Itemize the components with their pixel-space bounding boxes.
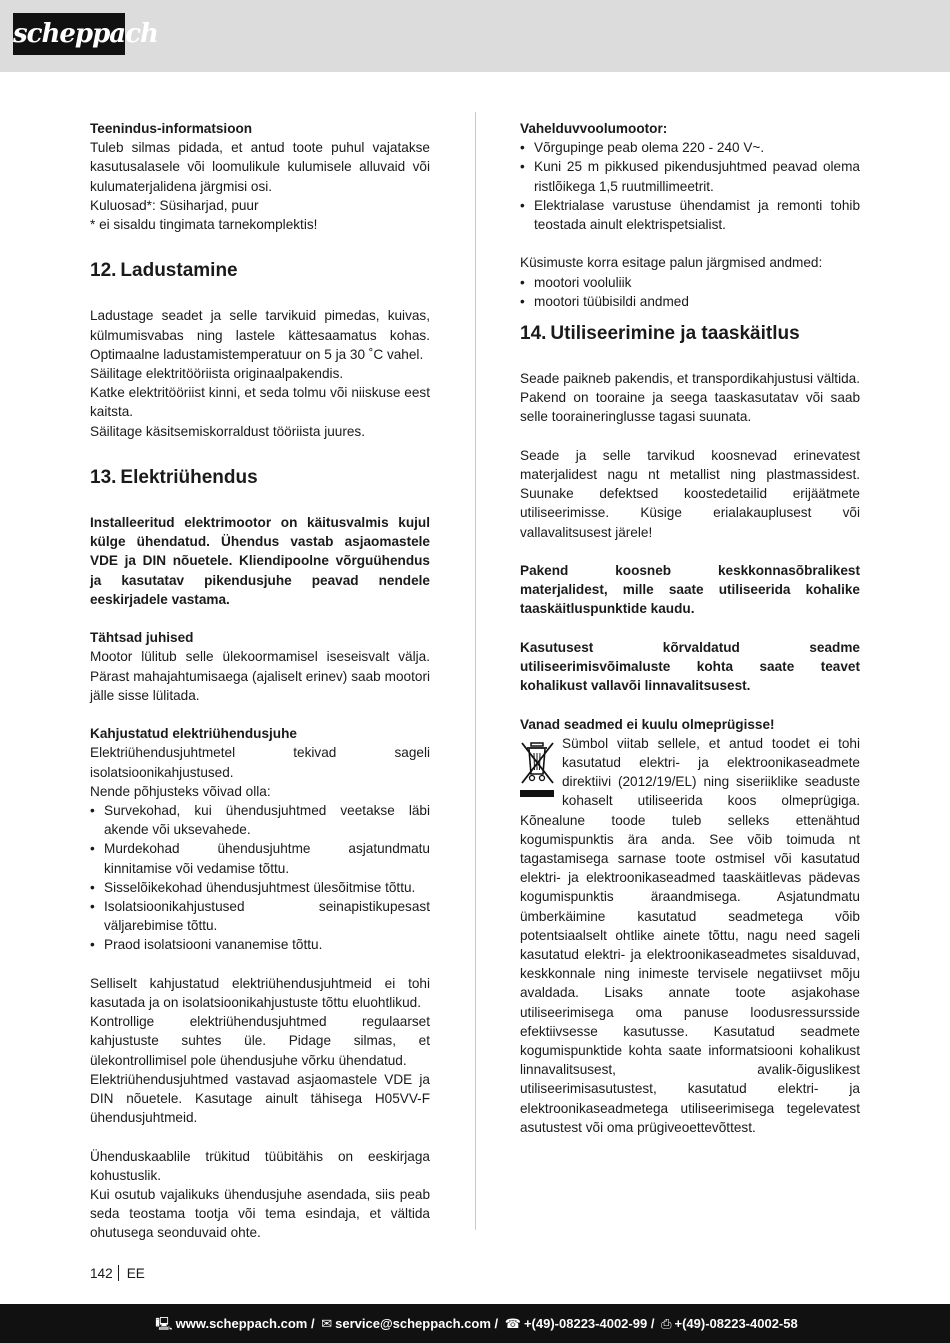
damaged-cable-text: Selliselt kahjustatud elektriühendusjuhtmeid ei tohi kasutada ja on isolatsioonikahjustuste tõttu eluohtlikud. [90, 975, 430, 1011]
section-14-heading [520, 316, 860, 369]
damaged-text-1: Elektriühendusjuhtmetel tekivad sageli isolatsioonikahjustused. [90, 745, 430, 780]
contact-footer [0, 1304, 950, 1343]
disposal-bold-1: Pakend koosneb keskkonnasõbralikest materjalidest, mille saate utiliseerida kohalike taaskäitluspunktide kaudu. [520, 563, 860, 617]
damaged-text-2: Nende põhjusteks võivad olla: [90, 783, 271, 799]
disposal-text-1: Seade paikneb pakendis, et transpordikahjustusi vältida. Pakend on tooraine ja seega taaskasutatav või saab selle tooraineringlusse tagasi suunata. [520, 371, 860, 425]
storage-text-4: Säilitage käsitsemiskorraldust tööriista juures. [90, 423, 366, 439]
wear-note: * ei sisaldu tingimata tarnekomplektis! [90, 217, 318, 233]
print-text: Ühenduskaablile trükitud tüübitähis on eeskirjaga kohustuslik. [90, 1148, 430, 1183]
right-column [520, 119, 860, 1137]
page-language: EE [126, 1266, 145, 1281]
service-text: Tuleb silmas pidada, et antud toote puhul vajatakse kasutusalasele või loomulikule kulumisele alluvaid või kulumaterjalidena järgmisi osi. [90, 140, 430, 194]
footer-separator: / [494, 1316, 499, 1331]
list-item: • Võrgupinge peab olema 220 - 240 V~. [520, 138, 860, 157]
storage-text-3: Katke elektritööriist kinni, et seda tolmu või niiskuse eest kaitsta. [90, 385, 430, 420]
list-item: • Sisselõikekohad ühendusjuhtmest ülesõitmise tõttu. [90, 878, 430, 897]
section-13-title: Elektriühendus [120, 467, 258, 489]
footer-separator: / [650, 1316, 655, 1331]
standard-text: Elektriühendusjuhtmed vastavad asjaomastele VDE ja DIN nõuetele. Kasutage ainult tähisega H05VV-F ühendusjuhtmeid. [90, 1071, 430, 1126]
storage-text-1: Ladustage seadet ja selle tarvikuid pimedas, kuivas, külmumisvabas ning lastele kättesaamatus kohas. Optimaalne ladustamistemperatuur on 5 ja 30 ˚C vahel. [90, 308, 430, 362]
disposal-bold-2: Kasutusest kõrvaldatud seadme utiliseerimisvõimaluste kohta saate teavet kohalikust vallavõi linnavalitsusest. [520, 639, 860, 694]
website-link[interactable]: www.scheppach.com [175, 1316, 308, 1331]
page-number: 142 [90, 1266, 113, 1281]
section-12-number: 12. [90, 260, 117, 282]
section-12-title: Ladustamine [120, 260, 238, 282]
column-divider [475, 112, 476, 1230]
weee-title: Vanad seadmed ei kuulu olmeprügisse! [520, 716, 775, 732]
storage-text-2: Säilitage elektritööriista originaalpakendis. [90, 366, 344, 382]
page-footer-number [90, 1265, 145, 1283]
footer-separator: / [310, 1316, 315, 1331]
disposal-text-2: Seade ja selle tarvikud koosnevad erinevatest materjalidest nagu nt metallist ning plastmassidest. Suunake defektsed koostedetailid erijäätmete utiliseerimisse. Küsige erialakauplusest või vallavalitsusest järele! [520, 447, 860, 540]
query-list [520, 273, 860, 311]
list-item: • Isolatsioonikahjustused seinapistikupesast väljarebimise tõttu. [90, 897, 430, 935]
connection-bold-text: Installeeritud elektrimootor on käitusvalmis kujul külge ühendatud. Ühendus vastab asjaomastele VDE ja DIN nõuetele. Kliendipoolne võrguühendus ja kasutatav pikendusjuhe peavad nendele eeskirjadele vastama. [90, 515, 430, 607]
list-item: • Praod isolatsiooni vananemise tõttu. [90, 935, 430, 954]
scheppach-logo: scheppach [13, 13, 125, 55]
list-item: • Elektrialase varustuse ühendamist ja remonti tohib teostada ainult elektrispetsialist. [520, 196, 860, 234]
phone-number: +(49)-08223-4002-99 [523, 1316, 648, 1331]
section-13-number: 13. [90, 467, 117, 489]
section-14-title: Utiliseerimine ja taaskäitlus [550, 323, 800, 345]
weee-text: Sümbol viitab sellele, et antud toodet ei tohi kasutatud elektri- ja elektroonikaseadmete direktiivi (2012/19/EL) ning siseriiklike seaduste kohaselt utiliseerida koos olmeprügiga. Kõnealune toode tuleb selleks ettenähtud kogumispunktis ära anda. See võib toimuda nt tagastamisega sarnase toote ostmisel või kasutatud elektri- ja elektroonikaseadmed taaskäitlevas pädevas kogumispunktis äraandmisega. Asjatundmatu ümberkäimine kasutatud seadmetega võib potentsiaalselt ohtlike ainete tõttu, nagu need sageli kasutatud elektri- ja elektroonikaseadmetes sisalduvad, keskkonnale ning inimeste tervisele negatiivset mõju avaldada. Lisaks annate toote asjakohase utiliseerimisega oma panuse loodusressursside efektiivsesse kasutusse. Kasutatud seadmete kogumispunktide kohta saate informatsiooni kohalikust linnavalitsusest, avalik-õiguslikest utiliseerimisasutustest, kasutatud elektri- ja elektroonikaseadmetega utiliseerimisega tegelevatest asutustest või oma prügiveoettevõttest. [520, 735, 860, 1135]
important-text: Mootor lülitub selle ülekoormamisel iseseisvalt välja. Pärast mahajahtumisaega (ajaliselt erinev) saab mootori jälle sisse lülitada. [90, 649, 430, 703]
mail-icon: ✉ [321, 1316, 333, 1331]
section-13-heading [90, 460, 430, 513]
page-header [0, 0, 950, 72]
service-title: Teenindus-informatsioon [90, 121, 253, 136]
causes-list [90, 801, 430, 955]
fax-number: +(49)-08223-4002-58 [674, 1316, 798, 1331]
query-text: Küsimuste korra esitage palun järgmised andmed: [520, 255, 823, 271]
phone-icon: ☎ [504, 1316, 521, 1331]
list-item: • Kuni 25 m pikkused pikendusjuhtmed peavad olema ristlõikega 1,5 ruutmillimeetrit. [520, 157, 860, 195]
weee-block [520, 734, 860, 1137]
ac-motor-title: Vahelduvvoolumootor: [520, 121, 668, 136]
ac-motor-list [520, 138, 860, 234]
damaged-title: Kahjustatud elektriühendusjuhe [90, 726, 297, 742]
section-14-number: 14. [520, 323, 547, 345]
list-item: • mootori vooluliik [520, 273, 860, 292]
list-item: • mootori tüübisildi andmed [520, 292, 860, 311]
wear-parts: Kuluosad*: Süsiharjad, puur [90, 197, 259, 213]
crossed-bin-icon [520, 740, 556, 804]
important-title: Tähtsad juhised [90, 630, 194, 646]
left-column [90, 119, 430, 1243]
list-item: • Murdekohad ühendusjuhtme asjatundmatu kinnitamise või vedamise tõttu. [90, 839, 430, 877]
email-link[interactable]: service@scheppach.com [335, 1316, 491, 1331]
check-cable-text: Kontrollige elektriühendusjuhtmed regulaarset kahjustuste suhtes üle. Pidage silmas, et ülekontrollimisel pole ühendusjuhe võrku ühendatud. [90, 1014, 430, 1068]
list-item: • Survekohad, kui ühendusjuhtmed veetakse läbi akende või uksevahede. [90, 801, 430, 839]
computer-icon: 🖳 [155, 1316, 173, 1331]
fax-icon: ⎙ [661, 1316, 672, 1331]
replace-text: Kui osutub vajalikuks ühendusjuhe asendada, siis peab seda teostama tootja või tema esindaja, et vältida ohutusega seonduvaid ohte. [90, 1187, 430, 1241]
section-12-heading [90, 253, 430, 306]
